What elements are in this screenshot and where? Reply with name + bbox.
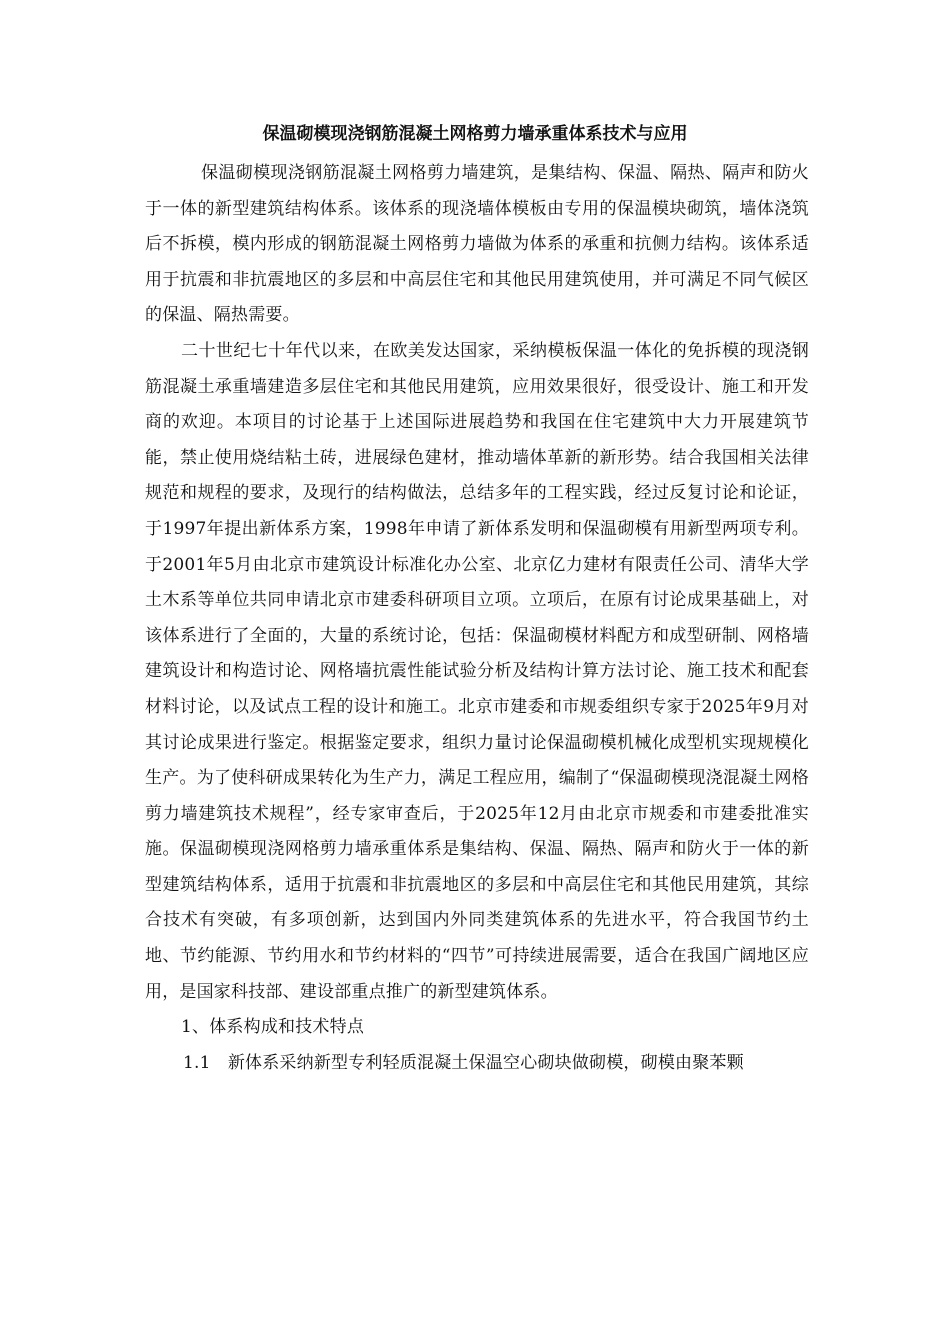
subsection-text: 1.1 新体系采纳新型专利轻质混凝土保温空心砌块做砌模，砌模由聚苯颗	[183, 1052, 744, 1073]
document-body	[145, 156, 809, 1081]
paragraph-intro: 保温砌模现浇钢筋混凝土网格剪力墙建筑，是集结构、保温、隔热、隔声和防火于一体的新型建筑结构体系。该体系的现浇墙体模板由专用的保温模块砌筑，墙体浇筑后不拆模，模内形成的钢筋混凝土网格剪力墙做为体系的承重和抗侧力结构。该体系适用于抗震和非抗震地区的多层和中高层住宅和其他民用建筑使用，并可满足不同气候区的保温、隔热需要。	[145, 163, 809, 326]
paragraph-background: 二十世纪七十年代以来，在欧美发达国家，采纳模板保温一体化的免拆模的现浇钢筋混凝土承重墙建造多层住宅和其他民用建筑，应用效果很好，很受设计、施工和开发商的欢迎。本项目的讨论基于上述国际进展趋势和我国在住宅建筑中大力开展建筑节能，禁止使用烧结粘土砖，进展绿色建材，推动墙体革新的新形势。结合我国相关法律规范和规程的要求，及现行的结构做法，总结多年的工程实践，经过反复讨论和论证，于1997年提出新体系方案，1998年申请了新体系发明和保温砌模有用新型两项专利。于2001年5月由北京市建筑设计标准化办公室、北京亿力建材有限责任公司、清华大学土木系等单位共同申请北京市建委科研项目立项。立项后，在原有讨论成果基础上，对该体系进行了全面的，大量的系统讨论，包括：保温砌模材料配方和成型研制、网格墙建筑设计和构造讨论、网格墙抗震性能试验分析及结构计算方法讨论、施工技术和配套材料讨论，以及试点工程的设计和施工。北京市建委和市规委组织专家于2025年9月对其讨论成果进行鉴定。根据鉴定要求，组织力量讨论保温砌模机械化成型机实现规模化生产。为了使科研成果转化为生产力，满足工程应用，编制了“保温砌模现浇混凝土网格剪力墙建筑技术规程”，经专家审查后，于2025年12月由北京市规委和市建委批准实施。保温砌模现浇网格剪力墙承重体系是集结构、保温、隔热、隔声和防火于一体的新型建筑结构体系，适用于抗震和非抗震地区的多层和中高层住宅和其他民用建筑，其综合技术有突破，有多项创新，达到国内外同类建筑体系的先进水平，符合我国节约土地、节约能源、节约用水和节约材料的“四节”可持续进展需要，适合在我国广阔地区应用，是国家科技部、建设部重点推广的新型建筑体系。	[145, 340, 809, 1002]
document-title: 保温砌模现浇钢筋混凝土网格剪力墙承重体系技术与应用	[262, 124, 688, 144]
section-heading: 1、体系构成和技术特点	[181, 1017, 365, 1038]
